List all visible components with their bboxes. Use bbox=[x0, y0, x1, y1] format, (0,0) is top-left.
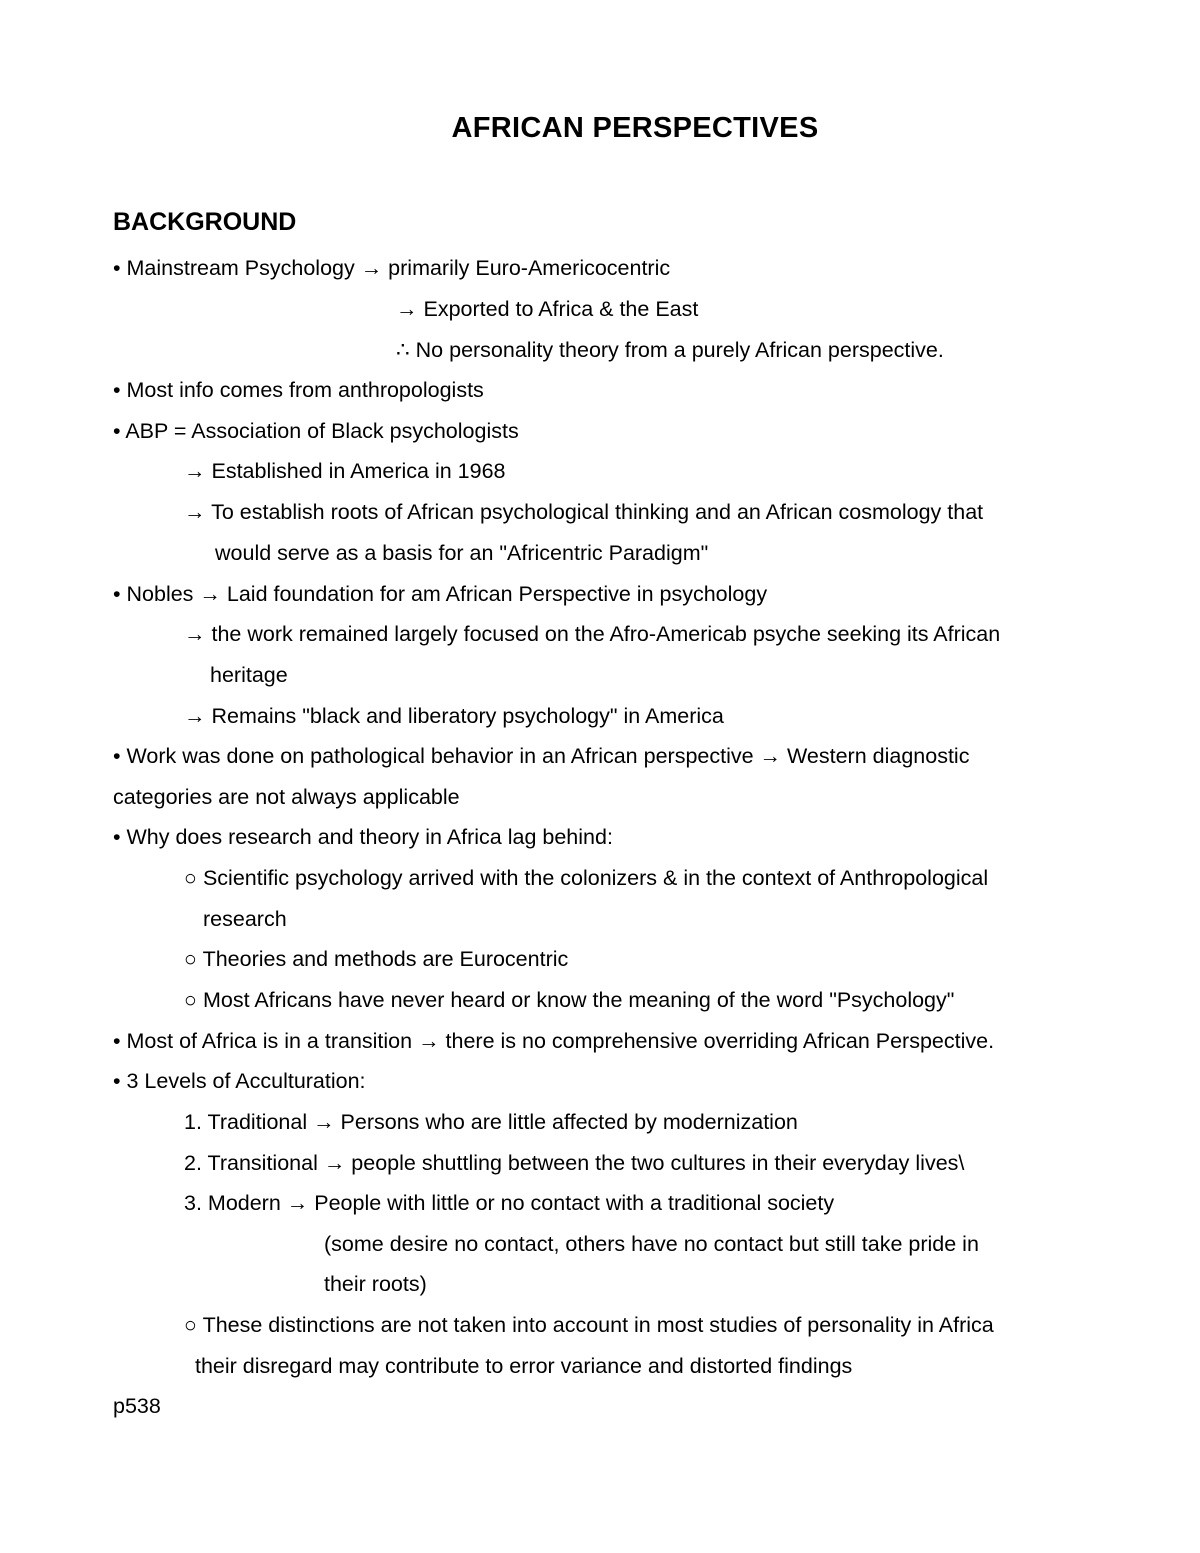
page-title: AFRICAN PERSPECTIVES bbox=[451, 112, 819, 144]
text-line: • 3 Levels of Acculturation: bbox=[113, 1069, 366, 1093]
text-line: • Most of Africa is in a transition → there is no comprehensive overriding African Perspective. bbox=[113, 1029, 995, 1053]
text-line: ○ Scientific psychology arrived with the colonizers & in the context of Anthropological bbox=[184, 866, 989, 890]
text-line: 3. Modern → People with little or no contact with a traditional society bbox=[184, 1191, 835, 1215]
text-line: (some desire no contact, others have no contact but still take pride in bbox=[324, 1232, 979, 1256]
text-line: ○ Most Africans have never heard or know the meaning of the word "Psychology" bbox=[184, 988, 955, 1012]
text-line: would serve as a basis for an "Africentric Paradigm" bbox=[215, 541, 709, 565]
page-reference: p538 bbox=[113, 1394, 161, 1418]
text-line: ○ Theories and methods are Eurocentric bbox=[184, 947, 569, 971]
text-line: → Established in America in 1968 bbox=[184, 459, 506, 483]
text-line: • Most info comes from anthropologists bbox=[113, 378, 484, 402]
text-line: → Remains "black and liberatory psychology" in America bbox=[184, 704, 724, 728]
text-line: • Nobles → Laid foundation for am African Perspective in psychology bbox=[113, 582, 768, 606]
section-heading: BACKGROUND bbox=[113, 208, 297, 236]
text-line: research bbox=[203, 907, 287, 931]
text-line: • Mainstream Psychology → primarily Euro-Americocentric bbox=[113, 256, 671, 280]
text-line: 1. Traditional → Persons who are little affected by modernization bbox=[184, 1110, 798, 1134]
text-line: categories are not always applicable bbox=[113, 785, 460, 809]
text-line: → To establish roots of African psychological thinking and an African cosmology that bbox=[184, 500, 984, 524]
text-line: → Exported to Africa & the East bbox=[396, 297, 699, 321]
text-line: • ABP = Association of Black psychologists bbox=[113, 419, 519, 443]
text-line: 2. Transitional → people shuttling between the two cultures in their everyday lives\ bbox=[184, 1151, 965, 1175]
text-line: ∴ No personality theory from a purely African perspective. bbox=[396, 338, 944, 362]
text-line: their disregard may contribute to error variance and distorted findings bbox=[195, 1354, 853, 1378]
text-line: • Why does research and theory in Africa lag behind: bbox=[113, 825, 613, 849]
text-line: their roots) bbox=[324, 1272, 427, 1296]
text-line: → the work remained largely focused on the Afro-Americab psyche seeking its African bbox=[184, 622, 1001, 646]
text-line: • Work was done on pathological behavior in an African perspective → Western diagnostic bbox=[113, 744, 970, 768]
text-line: heritage bbox=[210, 663, 288, 687]
text-line: ○ These distinctions are not taken into account in most studies of personality in Africa bbox=[184, 1313, 994, 1337]
